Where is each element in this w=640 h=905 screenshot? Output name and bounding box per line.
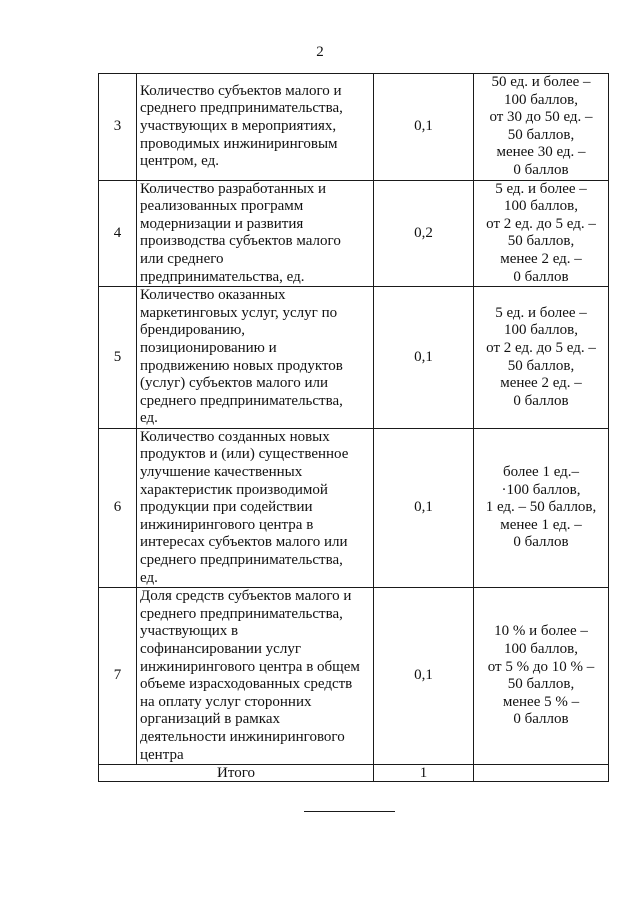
scoring-scale-line: 0 баллов [513,392,569,409]
scoring-scale-line: менее 30 ед. – [496,144,586,161]
criterion-name-line: продукции при содействии [140,499,313,516]
scoring-scale-line: менее 2 ед. – [500,250,582,267]
criterion-name [137,428,374,587]
criterion-name-line: среднего предпринимательства, [140,100,343,117]
criterion-name-line: характеристик производимой [140,481,328,498]
criterion-name-line: продуктов и (или) существенное [140,446,349,463]
row-number: 4 [99,180,137,287]
table-row [99,180,609,287]
criterion-name-line: модернизации и развития [140,215,304,232]
criteria-table-body [99,74,609,782]
criterion-name-line: позиционированию и [140,339,277,356]
criterion-name-line: объеме израсходованных средств [140,676,353,693]
row-number: 5 [99,287,137,429]
criterion-name-line: реализованных программ [140,198,304,215]
criterion-name-line: инжинирингового центра в [140,516,314,533]
weight-coefficient: 0,1 [374,74,474,181]
scoring-scale [474,287,609,429]
criterion-name-line: ед. [140,569,158,586]
weight-coefficient: 0,1 [374,588,474,765]
scoring-scale-line: менее 1 ед. – [500,516,582,533]
scoring-scale-line: более 1 ед.– [502,464,580,481]
weight-coefficient: 0,1 [374,287,474,429]
criterion-name-line: маркетинговых услуг, услуг по [140,304,338,321]
scoring-scale-line: 50 баллов, [507,676,575,693]
weight-coefficient: 0,2 [374,180,474,287]
page-number: 2 [316,44,324,60]
criterion-name [137,588,374,765]
criterion-name-line: Количество разработанных и [140,180,327,197]
scoring-scale-line: 0 баллов [513,534,569,551]
weight-coefficient: 0,1 [374,428,474,587]
scoring-scale-line: 50 ед. и более – [491,74,591,90]
criterion-name-line: производства субъектов малого [140,233,341,250]
criterion-name-line: Доля средств субъектов малого и [140,588,352,605]
criterion-name-line: среднего предпринимательства, [140,552,343,569]
criterion-name-line: инжинирингового центра в общем [140,658,360,675]
row-number: 6 [99,428,137,587]
scoring-scale [474,428,609,587]
scoring-scale-line: от 30 до 50 ед. – [489,109,593,126]
criterion-name-line: участвующих в [140,623,239,640]
criterion-name-line: или среднего [140,250,224,267]
table-row [99,287,609,429]
total-scale [474,765,609,782]
criterion-name-line: организаций в рамках [140,711,280,728]
criterion-name [137,74,374,181]
scoring-scale [474,74,609,181]
scoring-scale-line: 1 ед. – 50 баллов, [485,499,597,516]
total-weight: 1 [374,765,474,782]
scoring-scale-line: от 2 ед. до 5 ед. – [486,339,596,356]
scoring-scale-line: от 2 ед. до 5 ед. – [486,215,596,232]
criterion-name-line: проводимых инжиниринговым [140,135,338,152]
criterion-name-line: интересах субъектов малого или [140,534,348,551]
criterion-name-line: (услуг) субъектов малого или [140,375,328,392]
scoring-scale-line: 100 баллов, [504,322,578,339]
scoring-scale-line: 0 баллов [513,268,569,285]
criterion-name-line: Количество созданных новых [140,428,330,445]
scoring-scale-line: 50 баллов, [507,126,575,143]
table-row [99,74,609,181]
scoring-scale-line: менее 5 % – [502,693,580,710]
total-label: Итого [99,765,374,782]
scoring-scale-line: 5 ед. и более – [495,304,587,321]
scoring-scale-line: 100 баллов, [504,198,578,215]
scoring-scale-line: 50 баллов, [507,233,575,250]
criterion-name-line: продвижению новых продуктов [140,357,343,374]
signature-separator-line [304,811,395,812]
scoring-scale-line: 10 % и более – [494,623,588,640]
criterion-name-line: Количество оказанных [140,287,286,304]
criterion-name-line: деятельности инжинирингового [140,728,345,745]
scoring-scale-line: 5 ед. и более – [495,180,587,197]
criterion-name-line: участвующих в мероприятиях, [140,117,337,134]
scoring-scale-line: 100 баллов, [504,641,578,657]
criterion-name [137,180,374,287]
scoring-scale [474,588,609,765]
criterion-name-line: брендированию, [140,322,246,339]
table-row [99,588,609,765]
scoring-scale-line: ·100 баллов, [501,481,581,498]
table-row [99,428,609,587]
scoring-scale-line: от 5 % до 10 % – [487,658,595,675]
scoring-scale-line: 0 баллов [513,161,569,178]
criterion-name-line: на оплату услуг сторонних [140,693,312,710]
scoring-scale-line: менее 2 ед. – [500,375,582,392]
criterion-name-line: среднего предпринимательства, [140,605,343,622]
scoring-scale [474,180,609,287]
scoring-scale-line: 0 баллов [513,711,569,728]
criterion-name-line: центра [140,746,184,763]
criterion-name-line: улучшение качественных [140,464,303,481]
criterion-name-line: софинансировании услуг [140,641,301,657]
criterion-name-line: предпринимательства, ед. [140,268,305,285]
total-row [99,765,609,782]
criteria-table [98,73,609,782]
scoring-scale-line: 100 баллов, [504,91,578,108]
criterion-name-line: центром, ед. [140,153,219,170]
criterion-name [137,287,374,429]
criterion-name-line: ед. [140,410,158,427]
row-number: 7 [99,588,137,765]
scoring-scale-line: 50 баллов, [507,357,575,374]
criterion-name-line: среднего предпринимательства, [140,392,343,409]
criterion-name-line: Количество субъектов малого и [140,82,342,99]
row-number: 3 [99,74,137,181]
